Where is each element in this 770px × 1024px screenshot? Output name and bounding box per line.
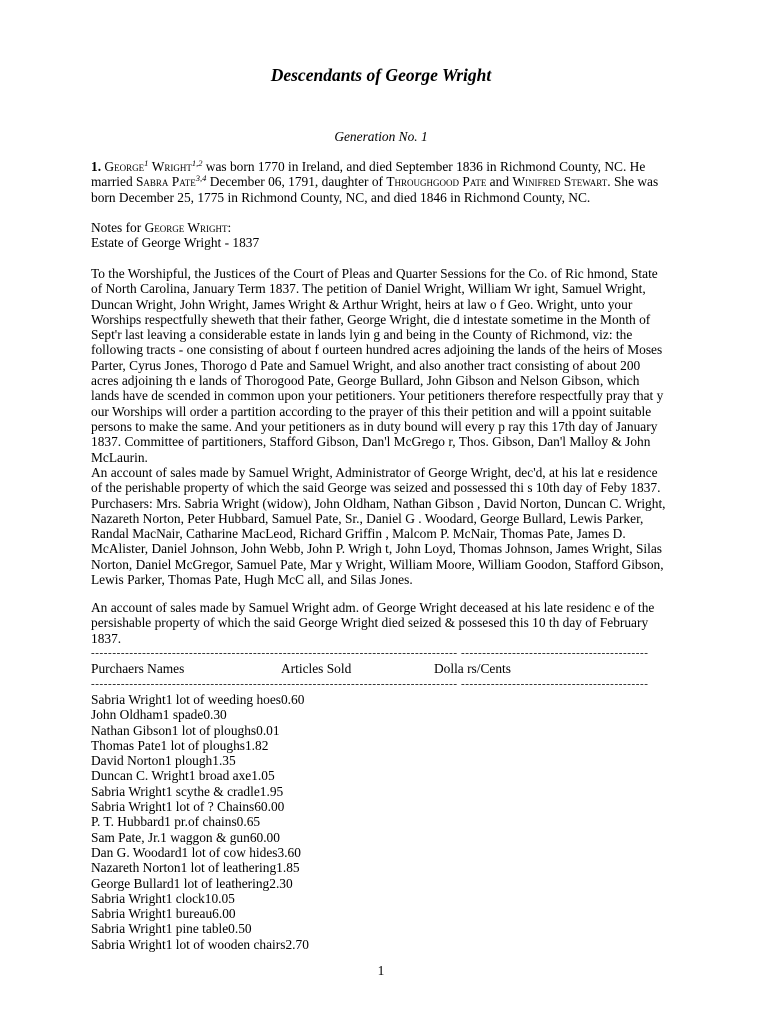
list-item: John Oldham1 spade0.30	[91, 707, 227, 723]
column-header-names: Purchaers Names	[91, 661, 185, 676]
entry-paragraph	[91, 159, 671, 205]
list-item: Sam Pate, Jr.1 waggon & gun60.00	[91, 829, 280, 845]
column-header-articles: Articles Sold	[281, 661, 352, 676]
footnote-ref: 3,4	[195, 173, 207, 184]
list-item: P. T. Hubbard1 pr.of chains0.65	[91, 814, 261, 830]
mother-name: Winifred Stewart	[512, 174, 608, 190]
column-header-dollars: Dolla rs/Cents	[434, 661, 511, 676]
list-item: Sabria Wright1 pine table0.50	[91, 921, 252, 937]
list-item: Dan G. Woodard1 lot of cow hides3.60	[91, 844, 301, 860]
notes-label	[91, 220, 671, 235]
list-item: Duncan C. Wright1 broad axe1.05	[91, 768, 275, 784]
father-name: Throughgood Pate	[386, 174, 487, 190]
spouse-name: Sabra Pate	[135, 174, 196, 190]
list-item: George Bullard1 lot of leathering2.30	[91, 875, 293, 891]
document-title: Descendants of George Wright	[270, 65, 492, 85]
list-item: Sabria Wright1 lot of wooden chairs2.70	[91, 936, 309, 952]
sales-account-paragraph-2: An account of sales made by Samuel Wright adm. of George Wright deceased at his late residenc e of the persishable property of which the said George Wright died seized & possesed this 10 th day of February 1837.	[91, 600, 655, 646]
petition-paragraph: To the Worshipful, the Justices of the Court of Pleas and Quarter Sessions for the Co. of Ric hmond, State of North Carolina, January Term 1837. The petition of Daniel Wright, William Wr ight, Samuel Wright, Duncan Wright, John Wright, James Wright & Arthur Wright, heirs at law o f Geo. Wright, unto your Worships respectfully sheweth that their father, George Wright, die d intestate sometime in the Month of Sept'r last leaving a considerable estate in lands lyin g and being in the County of Richmond, viz: the following tracts - one consisting of about f ourteen hundred acres adjoining the lands of the heirs of Moses Parter, Cyrus Jones, Thorogo d Pate and Samuel Wright, and also another tract consisting of about 200 acres adjoining th e lands of Thorogood Pate, George Bullard, John Gibson and Nelson Gibson, which lands have de scended in common upon your petitioners. Your petitioners therefore respectfully pray that y our Worships will order a partition according to the prayer of this their petition and will a ppoint suitable persons to make the same. And your petitioners as in duty bound will every p ray this 17th day of January 1837. Committee of partitioners, Stafford Gibson, Dan'l McGrego r, Thos. Gibson, Dan'l Malloy & John McLaurin.	[91, 266, 664, 465]
entry-text: and	[486, 174, 513, 190]
notes-subtitle: Estate of George Wright - 1837	[91, 235, 260, 251]
list-item: Sabria Wright1 scythe & cradle1.95	[91, 783, 284, 799]
sales-account-paragraph: An account of sales made by Samuel Wright, Administrator of George Wright, dec'd, at his lat e residence of the perishable property of which the said George was seized and possessed thi s 10th day of Feby 1837. Purchasers: Mrs. Sabria Wright (widow), John Oldham, Nathan Gibson , David Norton, Duncan C. Wright, Nazareth Norton, Peter Hubbard, Samuel Pate, Sr., Daniel G . Woodard, George Bullard, Lewis Parker, Randal MacNair, Catharine MacLeod, Richard Griffin , Malcom P. McNair, Thomas Pate, James D. McAlister, Daniel Johnson, John Webb, John P. Wrigh t, John Loyd, Thomas Johnson, James Wright, Silas Norton, Daniel McGregor, Samuel Pate, Mar y Wright, William Moore, William Goodon, Stafford Gibson, Lewis Parker, Thomas Pate, Hugh McC all, and Silas Jones.	[91, 465, 666, 588]
notes-label-name: George Wright	[144, 220, 228, 235]
notes-section	[91, 220, 671, 251]
table-rule-top: -------------------------------------------------------------------------------------- --------------------------------------------	[91, 647, 649, 659]
table-header	[91, 661, 671, 677]
list-item: Sabria Wright1 bureau6.00	[91, 906, 236, 922]
footnote-ref: 1	[144, 158, 149, 168]
notes-label-suffix: :	[227, 220, 232, 235]
list-item: Sabria Wright1 clock10.05	[91, 890, 235, 906]
person-last-name: Wright	[151, 159, 192, 174]
list-item: Sabria Wright1 lot of ? Chains60.00	[91, 799, 285, 815]
list-item: David Norton1 plough1.35	[91, 753, 236, 769]
table-rule-bottom: -------------------------------------------------------------------------------------- --------------------------------------------	[91, 678, 649, 690]
entry-text: was born 1770 in Ireland, and died September 1836 in Richmond County, NC. He married	[91, 159, 646, 190]
person-first-name: George	[104, 159, 145, 174]
generation-heading: Generation No. 1	[334, 129, 428, 144]
entry-number: 1.	[91, 159, 102, 174]
list-item: Nathan Gibson1 lot of ploughs0.01	[91, 722, 280, 738]
entry-text: December 06, 1791, daughter of	[206, 174, 387, 190]
notes-label-prefix: Notes for	[91, 220, 145, 235]
sales-list	[91, 692, 671, 952]
list-item: Nazareth Norton1 lot of leathering1.85	[91, 860, 300, 876]
list-item: Thomas Pate1 lot of ploughs1.82	[91, 737, 269, 753]
footnote-ref: 1,2	[191, 158, 203, 168]
entry-text: . She was born December 25, 1775 in Richmond County, NC, and died 1846 in Richmond County, NC.	[91, 174, 659, 205]
list-item: Sabria Wright1 lot of weeding hoes0.60	[91, 692, 305, 707]
page-number: 1	[377, 963, 385, 978]
